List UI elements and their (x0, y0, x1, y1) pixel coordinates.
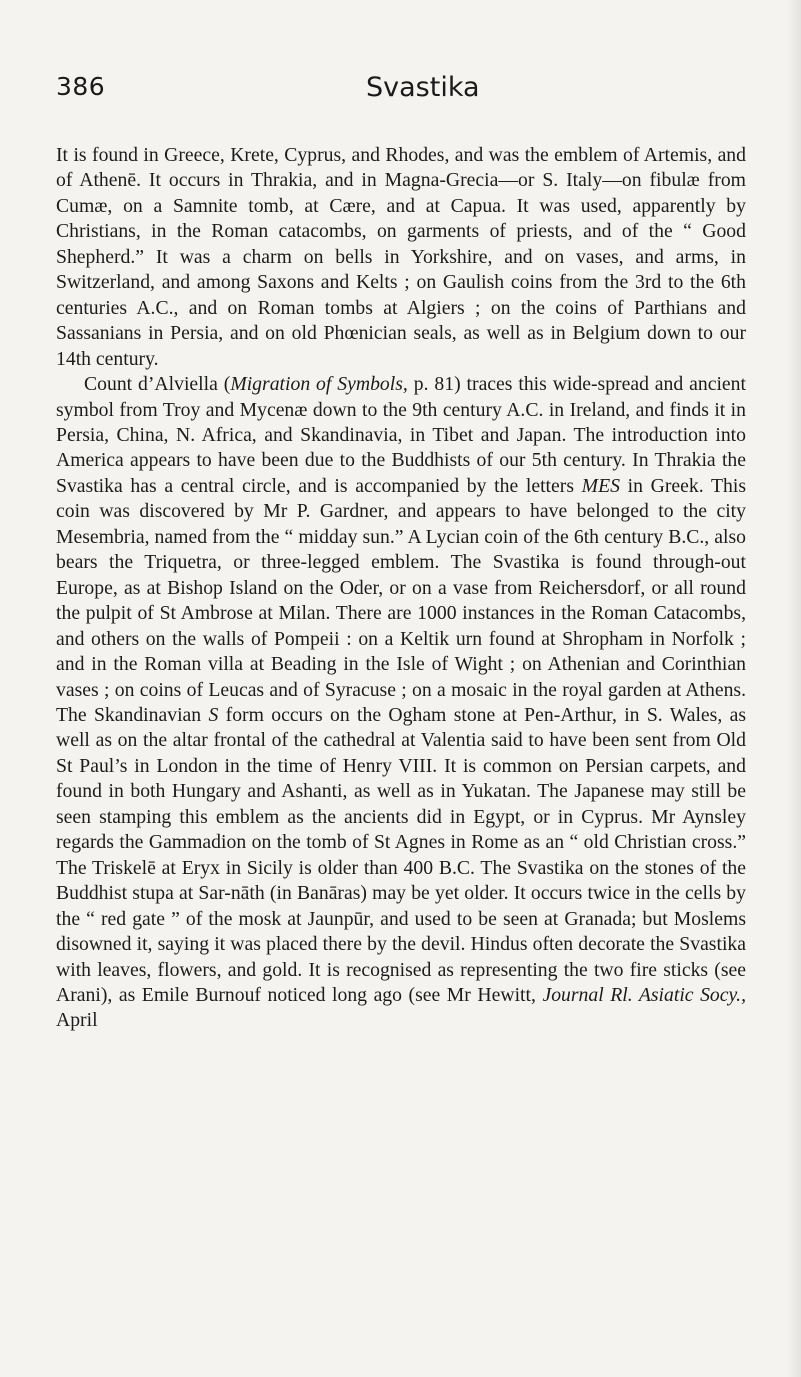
greek-letters-italic: MES (581, 474, 620, 497)
running-head (56, 72, 746, 108)
s-form-italic: S (208, 703, 219, 726)
page-number: 386 (56, 72, 106, 101)
text-segment: April (56, 1009, 98, 1032)
text-segment: form occurs on the Ogham stone at Pen-Arthur, in S. Wales, as well as on the altar frontal of the cathedral at Valentia said to have been sent from Old St Paul’s in London in the time of Henry VIII. It is common on Persian carpets, and found in both Hungary and Ashanti, as well as in Yukatan. The Japanese may still be seen stamping this emblem as the ancients did in Egypt, or in Cyprus. Mr Aynsley regards the Gammadion on the tomb of St Agnes in Rome as an “ old Christian cross.” The Triskelē at Eryx in Sicily is older than 400 B.C. The Svastika on the stones of the Buddhist stupa at Sar-nāth (in Banāras) may be yet older. It occurs twice in the cells by the “ red gate ” of the mosk at Jaunpūr, and used to be seen at Granada; but Moslems disowned it, saying it was placed there by the devil. Hindus often decorate the Svastika with leaves, flowers, and gold. It is recognised as representing the two fire sticks (see Arani), as Emile Burnouf noticed long ago (see Mr Hewitt, (56, 703, 746, 1006)
paragraph (56, 372, 746, 1034)
page-edge-shadow (787, 0, 801, 1377)
text-segment: Count d’Alviella ( (84, 373, 231, 396)
text-segment: in Greek. This coin was discovered by Mr P. Gardner, and appears to have belonged to the city Mesembria, named from the “ midday sun.” A Lycian coin of the 6th century B.C., also bears the Triquetra, or three-legged emblem. The Svastika is found through-out Europe, as at Bishop Island on the Oder, or on a vase from Reichersdorf, or all round the pulpit of St Ambrose at Milan. There are 1000 instances in the Roman Catacombs, and others on the walls of Pompeii : on a Keltik urn found at Shropham in Norfolk ; and in the Roman villa at Beading in the Isle of Wight ; on Athenian and Corinthian vases ; on coins of Leucas and of Syracuse ; on a mosaic in the royal garden at Athens. The Skandinavian (56, 474, 746, 726)
paragraph (56, 143, 746, 372)
journal-title-italic: Journal Rl. Asiatic Socy., (542, 983, 746, 1006)
text-segment: It is found in Greece, Krete, Cyprus, and Rhodes, and was the emblem of Artemis, and of Athenē. It occurs in Thrakia, and in Magna-Grecia—or S. Italy—on fibulæ from Cumæ, on a Samnite tomb, at Cære, and at Capua. It was used, apparently by Christians, in the Roman catacombs, on garments of priests, and of the “ Good Shepherd.” It was a charm on bells in Yorkshire, and on vases, and arms, in Switzerland, and among Saxons and Kelts ; on Gaulish coins from the 3rd to the 6th centuries A.C., and on Roman tombs at Algiers ; on the coins of Parthians and Sassanians in Persia, and on old Phœnician seals, as well as in Belgium down to our 14th century. (56, 144, 746, 370)
body-text (56, 143, 746, 1034)
text-segment: p. 81) traces this wide-spread and ancient symbol from Troy and Mycenæ down to the 9th century A.C. in Ireland, and finds it in Persia, China, N. Africa, and Skandinavia, in Tibet and Japan. The introduction into America appears to have been due to the Buddhists of our 5th century. In Thrakia the Svastika has a central circle, and is accompanied by the letters (56, 373, 746, 497)
book-title-italic: Migration of Symbols, (230, 373, 408, 396)
running-title: Svastika (366, 72, 480, 103)
